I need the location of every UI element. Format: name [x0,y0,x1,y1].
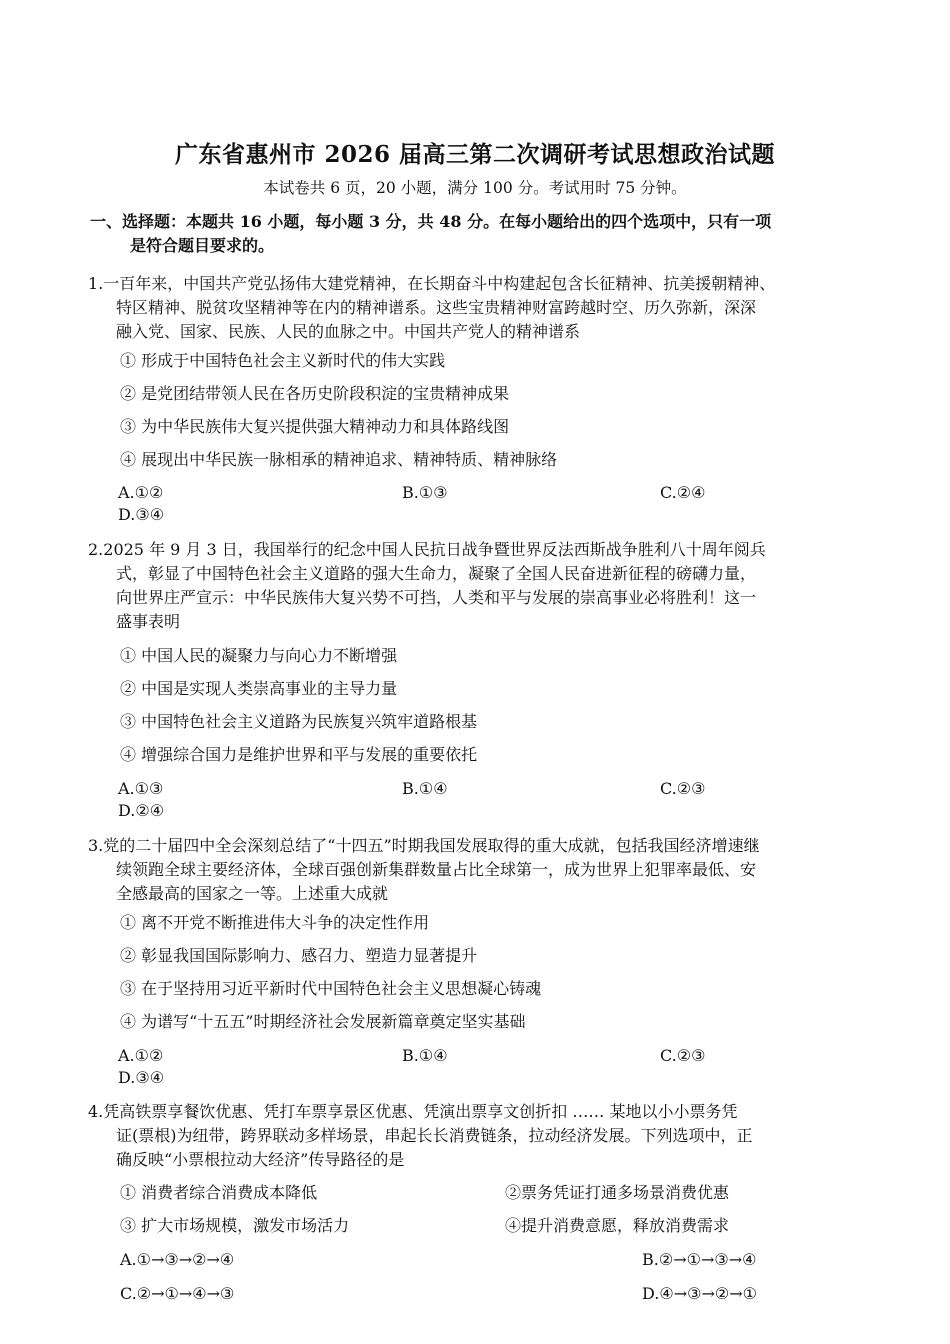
question-3-option-2: ② 彰显我国国际影响力、感召力、塑造力显著提升 [120,946,478,965]
question-4-answer-c: C.②→①→④→③ [120,1284,235,1303]
question-1-answer-c: C.②④ [660,483,706,502]
question-2-option-1: ① 中国人民的凝聚力与向心力不断增强 [120,646,398,665]
question-2-answer-c: C.②③ [660,779,706,798]
question-1-option-3: ③ 为中华民族伟大复兴提供强大精神动力和具体路线图 [120,417,510,436]
question-4-option-4: ④提升消费意愿，释放消费需求 [505,1216,730,1235]
question-4-line2: 证(票根)为纽带，跨界联动多样场景，串起长长消费链条，拉动经济发展。下列选项中，正 [116,1126,753,1145]
question-1-line1: 1.一百年来，中国共产党弘扬伟大建党精神，在长期奋斗中构建起包含长征精神、抗美援朝精神、 [88,274,776,293]
question-1-answer-b: B.①③ [402,483,448,502]
question-4-option-1: ① 消费者综合消费成本降低 [120,1183,318,1202]
question-4-answer-a: A.①→③→②→④ [120,1250,235,1269]
section-heading [90,210,870,258]
question-3-line3: 全感最高的国家之一等。上述重大成就 [116,884,389,903]
question-3-line1: 3.党的二十届四中全会深刻总结了“十四五”时期我国发展取得的重大成就，包括我国经济增速继 [88,836,760,855]
question-3-answer-c: C.②③ [660,1046,706,1065]
section-heading-line1: 一、选择题：本题共 16 小题，每小题 3 分，共 48 分。在每小题给出的四个选项中，只有一项 [90,212,772,231]
question-2-line2: 式，彰显了中国特色社会主义道路的强大生命力，凝聚了全国人民奋进新征程的磅礴力量， [116,564,757,583]
question-2-answer-d: D.②④ [118,801,165,820]
question-2-option-3: ③ 中国特色社会主义道路为民族复兴筑牢道路根基 [120,712,478,731]
page-title: 广东省惠州市 2026 届高三第二次调研考试思想政治试题 [174,141,776,168]
question-3-answer-d: D.③④ [118,1068,165,1087]
question-1-answer-a: A.①② [118,483,164,502]
question-4-stem [88,1100,868,1172]
question-1-line2: 特区精神、脱贫攻坚精神等在内的精神谱系。这些宝贵精神财富跨越时空、历久弥新，深深 [116,298,757,317]
question-2-line1: 2.2025 年 9 月 3 日，我国举行的纪念中国人民抗日战争暨世界反法西斯战争胜利八十周年阅兵 [88,540,766,559]
question-3-answer-b: B.①④ [402,1046,448,1065]
question-2-answer-a: A.①③ [118,779,164,798]
question-3-option-4: ④ 为谱写“十五五”时期经济社会发展新篇章奠定坚实基础 [120,1012,526,1031]
question-3-line2: 续领跑全球主要经济体，全球百强创新集群数量占比全球第一，成为世界上犯罪率最低、安 [116,860,757,879]
question-1-option-4: ④ 展现出中华民族一脉相承的精神追求、精神特质、精神脉络 [120,450,558,469]
question-2-option-2: ② 中国是实现人类崇高事业的主导力量 [120,679,398,698]
question-3-option-1: ① 离不开党不断推进伟大斗争的决定性作用 [120,913,430,932]
section-heading-line2: 是符合题目要求的。 [130,236,275,255]
question-2-answer-b: B.①④ [402,779,448,798]
question-1-option-2: ② 是党团结带领人民在各历史阶段积淀的宝贵精神成果 [120,384,510,403]
question-4-line1: 4.凭高铁票享餐饮优惠、凭打车票享景区优惠、凭演出票享文创折扣 …… 某地以小小票务凭 [88,1102,738,1121]
question-4-option-3: ③ 扩大市场规模，激发市场活力 [120,1216,350,1235]
question-1-stem [88,272,868,344]
question-2-option-4: ④ 增强综合国力是维护世界和平与发展的重要依托 [120,745,478,764]
question-3-option-3: ③ 在于坚持用习近平新时代中国特色社会主义思想凝心铸魂 [120,979,542,998]
question-2-line4: 盛事表明 [116,612,181,631]
question-4-answer-b: B.②→①→③→④ [642,1250,757,1269]
question-4-line3: 确反映“小票根拉动大经济”传导路径的是 [116,1150,405,1169]
question-2-stem [88,538,868,634]
question-3-answer-a: A.①② [118,1046,164,1065]
question-4-answer-d: D.④→③→②→① [642,1284,757,1303]
question-4-option-2: ②票务凭证打通多场景消费优惠 [505,1183,730,1202]
question-2-line3: 向世界庄严宣示：中华民族伟大复兴势不可挡，人类和平与发展的崇高事业必将胜利！这一 [116,588,757,607]
question-1-option-1: ① 形成于中国特色社会主义新时代的伟大实践 [120,351,446,370]
question-3-stem [88,834,868,906]
question-1-line3: 融入党、国家、民族、人民的血脉之中。中国共产党人的精神谱系 [116,322,581,341]
exam-info: 本试卷共 6 页，20 小题，满分 100 分。考试用时 75 分钟。 [263,179,687,197]
question-1-answer-d: D.③④ [118,505,165,524]
